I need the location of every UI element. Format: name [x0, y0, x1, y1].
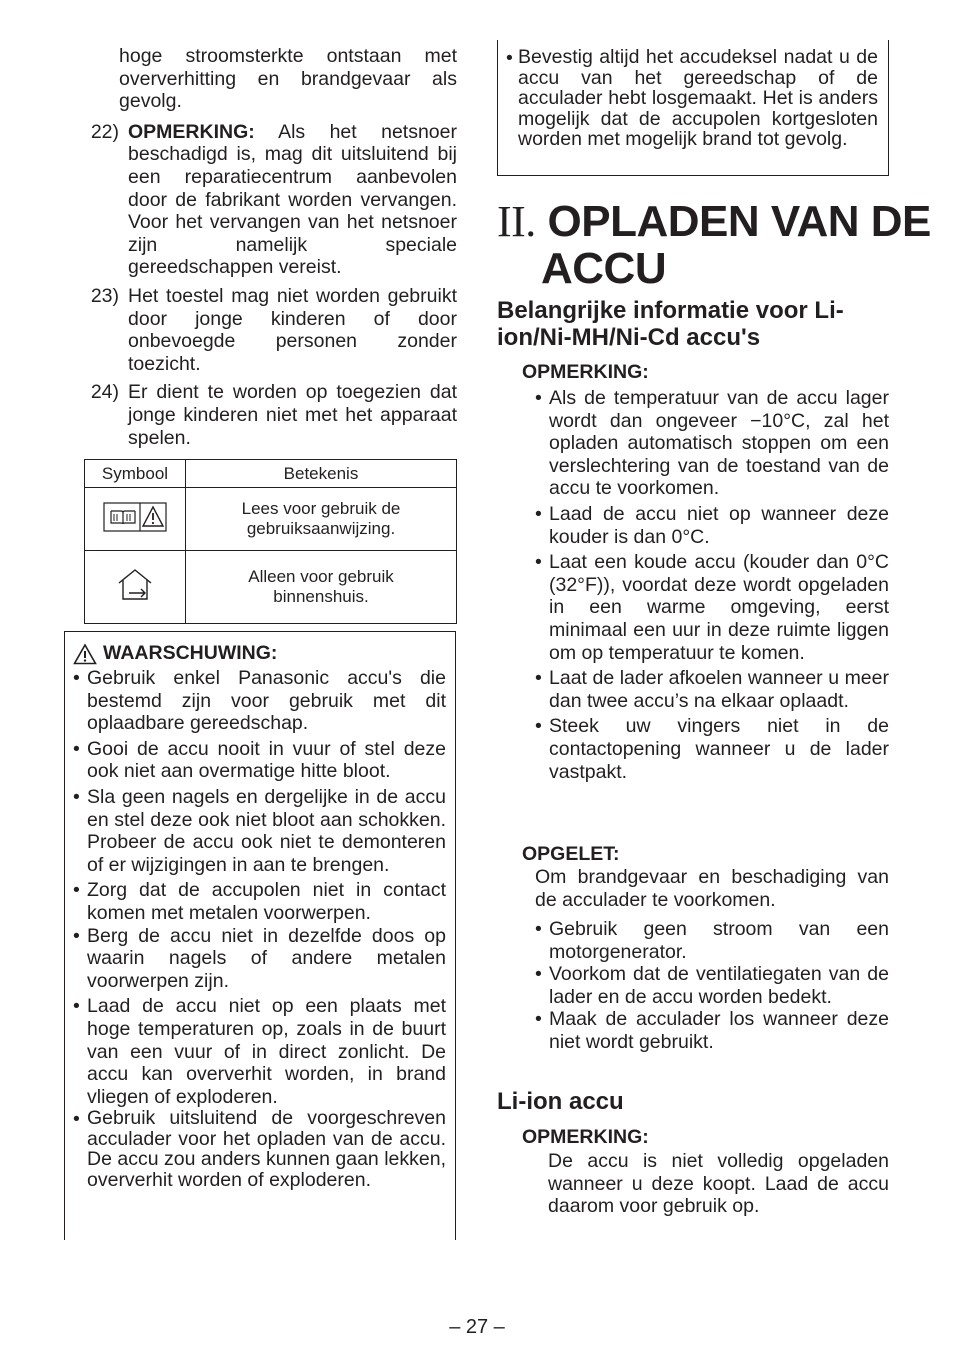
- liion-note-label: OPMERKING:: [522, 1126, 649, 1148]
- list-item: • Berg de accu niet in dezelfde doos op waarin nagels of andere metalen voorwerpen zijn.: [73, 924, 446, 992]
- list-item: • Bevestig altijd het accudeksel nadat u de accu van het gereedschap of de acculader hebt losgemaakt. Het is anders mogelijk dat de accupolen kortgesloten worden met mogelijk brand tot gevolg.: [506, 46, 878, 151]
- meaning-cell: Lees voor gebruik de gebruiksaanwijzing.: [186, 488, 457, 551]
- note-list: [535, 387, 889, 783]
- bullet-text: Laad de accu niet op wanneer deze kouder is dan 0°C.: [549, 502, 889, 548]
- item-text: Als het netsnoer beschadigd is, mag dit uitsluitend bij een reparatiecentrum aanbevolen door de fabrikant worden vervangen. Voor het vervangen van het netsnoer zijn namelijk speciale gereedschappen vereist.: [128, 120, 457, 279]
- meaning-cell: Alleen voor gebruik binnenshuis.: [186, 551, 457, 624]
- bullet-text: Berg de accu niet in dezelfde doos op waarin nagels of andere metalen voorwerpen zijn.: [87, 924, 446, 992]
- list-item: • Laat een koude accu (kouder dan 0°C (32°F)), voordat deze wordt opgeladen in een warme omgeving, eerst minimaal een uur in deze ruimte liggen om op temperatuur te komen.: [535, 551, 889, 664]
- list-item: [78, 285, 457, 375]
- note-label: OPMERKING:: [128, 120, 255, 143]
- bullet-text: Sla geen nagels en dergelijke in de accu en stel deze ook niet bloot aan schokken. Probeer de accu ook niet te demonteren of er wijzigingen in aan te brengen.: [87, 785, 446, 876]
- continuation-text: hoge stroomsterkte ontstaan met oververhitting en brandgevaar als gevolg.: [119, 45, 457, 113]
- bullet-text: Maak de acculader los wanneer deze niet wordt gebruikt.: [549, 1008, 889, 1053]
- list-item: • Sla geen nagels en dergelijke in de accu en stel deze ook niet bloot aan schokken. Probeer de accu ook niet te demonteren of er wijzigingen in aan te brengen.: [73, 785, 446, 876]
- list-item: • Als de temperatuur van de accu lager wordt dan ongeveer −10°C, zal het opladen automatisch stoppen om een verslechtering van de toestand van de accu te voorkomen.: [535, 387, 889, 500]
- list-item: [78, 121, 457, 279]
- list-item: • Laad de accu niet op een plaats met hoge temperaturen op, zoals in de buurt van een vuur of in direct zonlicht. De accu kan oververhit worden, in brand vliegen of exploderen.: [73, 995, 446, 1108]
- page-number: – 27 –: [449, 1316, 505, 1338]
- list-item: • Gooi de accu nooit in vuur of stel deze ook niet aan overmatige hitte bloot.: [73, 737, 446, 783]
- bullet-text: Als de temperatuur van de accu lager wordt dan ongeveer −10°C, zal het opladen automatisch stoppen om een verslechtering van de toestand van de accu te voorkomen.: [549, 387, 889, 500]
- subheading: Belangrijke informatie voor Li-ion/Ni-MH/Ni-Cd accu's: [497, 297, 844, 351]
- section-heading: [497, 198, 931, 292]
- list-item: • Steek uw vingers niet in de contactopening wanneer u de lader vastpakt.: [535, 715, 889, 783]
- list-item: • Laad de accu niet op wanneer deze kouder is dan 0°C.: [535, 502, 889, 548]
- item-text: Het toestel mag niet worden gebruikt door jonge kinderen of door onbevoegde personen zonder toezicht.: [128, 284, 457, 375]
- bullet-text: Gebruik uitsluitend de voorgeschreven acculader voor het opladen van de accu. De accu zou anders kunnen gaan lekken, oververhit worden of exploderen.: [87, 1107, 446, 1191]
- bullet-text: Voorkom dat de ventilatiegaten van de lader en de accu worden bedekt.: [549, 963, 889, 1008]
- list-item: • Zorg dat de accupolen niet in contact komen met metalen voorwerpen.: [73, 879, 446, 924]
- table-row: [85, 488, 457, 551]
- list-item: • Maak de acculader los wanneer deze niet wordt gebruikt.: [535, 1008, 889, 1053]
- item-number: 23): [90, 284, 119, 307]
- note-label: OPMERKING:: [522, 361, 649, 383]
- left-column: [78, 45, 457, 455]
- manual-warning-icon: [85, 488, 186, 551]
- bullet-text: Laat een koude accu (kouder dan 0°C (32°F)), voordat deze wordt opgeladen in een warme omgeving, eerst minimaal een uur in deze ruimte liggen om op temperatuur te komen.: [549, 551, 889, 664]
- warning-title: WAARSCHUWING:: [103, 642, 278, 664]
- list-item: • Gebruik uitsluitend de voorgeschreven acculader voor het opladen van de accu. De accu zou anders kunnen gaan lekken, oververhit worden of exploderen.: [73, 1107, 446, 1191]
- caution-list: [535, 918, 889, 1054]
- heading-line1: OPLADEN VAN DE: [547, 197, 931, 246]
- indoor-house-icon: [85, 551, 186, 624]
- list-item: • Gebruik geen stroom van een motorgenerator.: [535, 918, 889, 963]
- caution-intro: Om brandgevaar en beschadiging van de acculader te voorkomen.: [535, 866, 889, 911]
- list-item: • Laat de lader afkoelen wanneer u meer dan twee accu’s na elkaar oplaadt.: [535, 667, 889, 712]
- table-row: [85, 551, 457, 624]
- list-item: • Voorkom dat de ventilatiegaten van de lader en de accu worden bedekt.: [535, 963, 889, 1008]
- heading-line2: ACCU: [541, 244, 667, 293]
- bullet-text: Zorg dat de accupolen niet in contact komen met metalen voorwerpen.: [87, 879, 446, 924]
- list-item: • Gebruik enkel Panasonic accu's die bestemd zijn voor gebruik met dit oplaadbare gereedschap.: [73, 667, 446, 735]
- bullet-text: Steek uw vingers niet in de contactopening wanneer u de lader vastpakt.: [549, 715, 889, 783]
- bullet-text: Gooi de accu nooit in vuur of stel deze ook niet aan overmatige hitte bloot.: [87, 737, 446, 783]
- accu-cover-box: [497, 40, 889, 176]
- table-header-symbol: Symbool: [85, 460, 186, 488]
- bullet-text: Laat de lader afkoelen wanneer u meer dan twee accu’s na elkaar oplaadt.: [549, 667, 889, 712]
- table-header-meaning: Betekenis: [186, 460, 457, 488]
- item-text: Er dient te worden op toegezien dat jonge kinderen niet met het apparaat spelen.: [128, 381, 457, 449]
- bullet-text: Gebruik enkel Panasonic accu's die bestemd zijn voor gebruik met dit oplaadbare gereedschap.: [87, 667, 446, 735]
- liion-text: De accu is niet volledig opgeladen wanneer u deze koopt. Laad de accu daarom voor gebruik op.: [548, 1150, 889, 1218]
- bullet-text: Bevestig altijd het accudeksel nadat u de accu van het gereedschap of de acculader hebt losgemaakt. Het is anders mogelijk dat de accupolen kortgesloten worden met mogelijk brand tot gevolg.: [518, 46, 878, 151]
- section-roman-numeral: II.: [497, 197, 536, 246]
- item-number: 24): [90, 381, 119, 404]
- bullet-text: Gebruik geen stroom van een motorgenerator.: [549, 918, 889, 963]
- warning-box: [64, 631, 456, 1240]
- list-item: [78, 381, 457, 449]
- caution-label: OPGELET:: [522, 843, 620, 865]
- item-number: 22): [90, 120, 119, 143]
- bullet-text: Laad de accu niet op een plaats met hoge temperaturen op, zoals in de buurt van een vuur of in direct zonlicht. De accu kan oververhit worden, in brand vliegen of exploderen.: [87, 995, 446, 1108]
- liion-heading: Li-ion accu: [497, 1088, 624, 1115]
- warning-triangle-icon: [73, 643, 97, 665]
- symbol-table: [84, 459, 457, 624]
